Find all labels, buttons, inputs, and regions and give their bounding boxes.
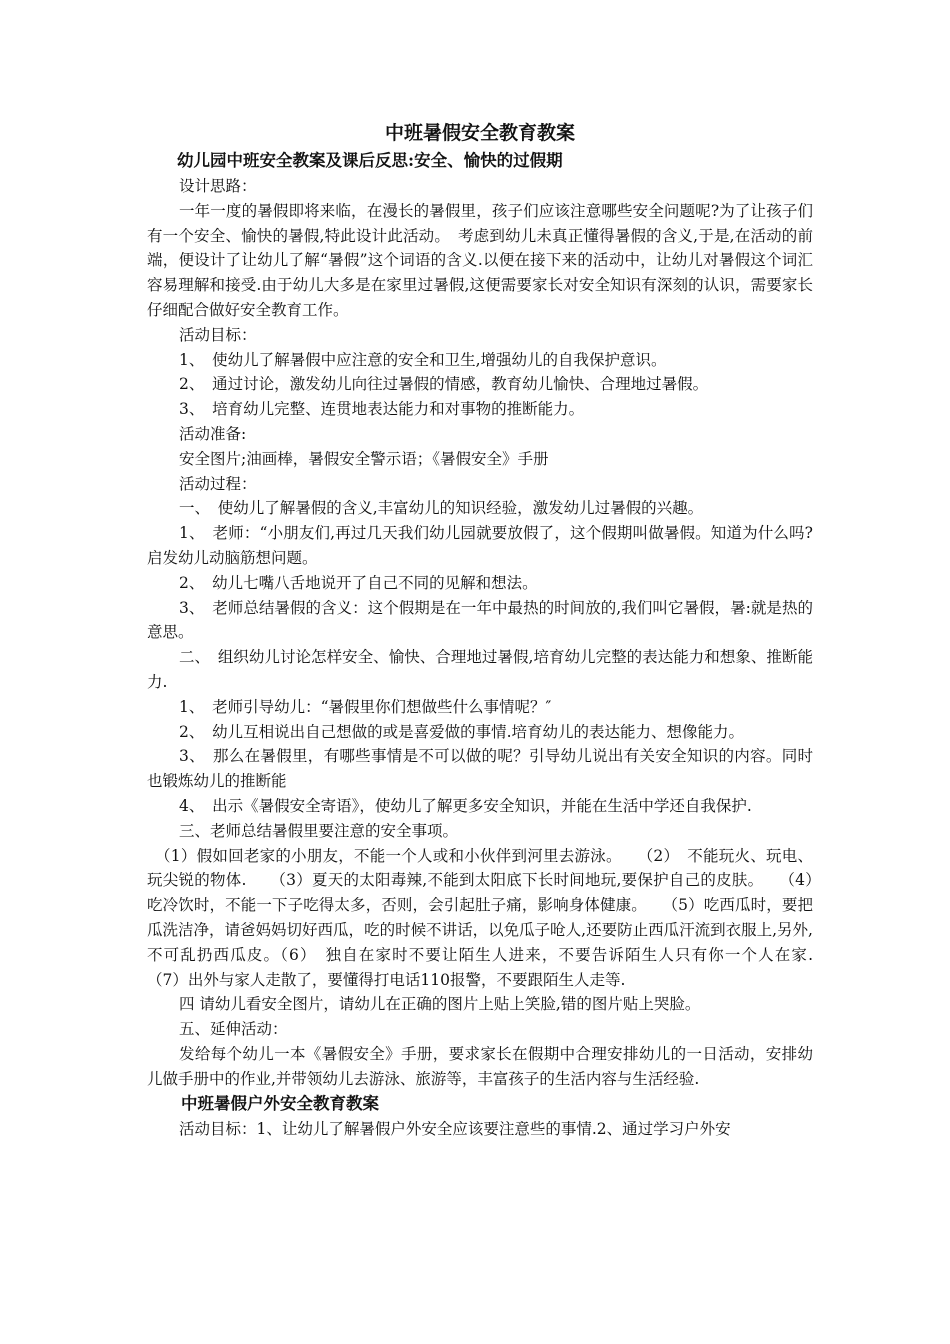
paragraph: 2、 幼儿互相说出自己想做的或是喜爱做的事情.培育幼儿的表达能力、想像能力。 <box>179 722 745 741</box>
document-title: 中班暑假安全教育教案 <box>384 122 575 144</box>
paragraph: 五、延伸活动： <box>179 1020 288 1039</box>
document-body <box>147 174 845 1091</box>
paragraph: 活动过程： <box>179 474 257 493</box>
paragraph: 一、 使幼儿了解暑假的含义,丰富幼儿的知识经验，激发幼儿过暑假的兴趣。 <box>179 499 704 518</box>
paragraph: 四 请幼儿看安全图片，请幼儿在正确的图片上贴上笑脸,错的图片贴上哭脸。 <box>179 995 701 1014</box>
section-heading-outdoor: 中班暑假户外安全教育教案 <box>181 1094 379 1114</box>
paragraph: 3、 老师总结暑假的含义：这个假期是在一年中最热的时间放的,我们叫它暑假，暑:就是热的意思。 <box>147 598 813 642</box>
paragraph: 2、 通过讨论，激发幼儿向往过暑假的情感，教育幼儿愉快、合理地过暑假。 <box>179 375 709 394</box>
paragraph: 2、 幼儿七嘴八舌地说开了自己不同的见解和想法。 <box>179 573 538 592</box>
paragraph: 设计思路： <box>179 177 257 195</box>
document-subtitle: 幼儿园中班安全教案及课后反思:安全、愉快的过假期 <box>177 151 563 170</box>
paragraph: 一年一度的暑假即将来临，在漫长的暑假里，孩子们应该注意哪些安全问题呢?为了让孩子们有一个安全、愉快的暑假,特此设计此活动。 考虑到幼儿未真正懂得暑假的含义,于是,在活动的前端，便设计了让幼儿了解“暑假”这个词语的含义.以便在接下来的活动中，让幼儿对暑假这个词汇容易理解和接受.由于幼儿大多是在家里过暑假,这便需要家长对安全知识有深刻的认识，需要家长仔细配合做好安全教育工作。 <box>147 201 813 319</box>
paragraph: 活动目标： <box>179 325 257 344</box>
paragraph: 1、 老师引导幼儿：“暑假里你们想做些什么事情呢？″ <box>179 697 552 716</box>
paragraph: 3、 那么在暑假里，有哪些事情是不可以做的呢？引导幼儿说出有关安全知识的内容。同时也锻炼幼儿的推断能 <box>147 747 813 791</box>
paragraph-last: 活动目标：1、让幼儿了解暑假户外安全应该要注意些的事情.2、通过学习户外安 <box>179 1120 731 1139</box>
paragraph: 1、 老师：“小朋友们,再过几天我们幼儿园就要放假了，这个假期叫做暑假。知道为什么吗?启发幼儿动脑筋想问题。 <box>147 524 813 567</box>
paragraph: 3、 培育幼儿完整、连贯地表达能力和对事物的推断能力。 <box>179 400 585 419</box>
paragraph: （1）假如回老家的小朋友，不能一个人或和小伙伴到河里去游泳。 （2） 不能玩火、玩电、玩尖锐的物体. （3）夏天的太阳毒辣,不能到太阳底下长时间地玩,要保护自己的皮肤。 （4） 吃冷饮时，不能一下子吃得太多，否则，会引起肚子痛，影响身体健康。 （5）吃西瓜时，要把瓜洗洁净，请爸妈妈切好西瓜，吃的时候不讲话，以免瓜子呛人,还要防止西瓜汗流到衣服上,另外,不可乱扔西瓜皮。（6） 独自在家时不要让陌生人进来，不要告诉陌生人只有你一个人在家. （7）出外与家人走散了，要懂得打电话110报警，不要跟陌生人走等. <box>147 846 845 989</box>
paragraph: 4、 出示《暑假安全寄语》，使幼儿了解更多安全知识，并能在生活中学还自我保护. <box>179 796 752 815</box>
document-page <box>147 118 845 1142</box>
paragraph: 发给每个幼儿一本《暑假安全》手册，要求家长在假期中合理安排幼儿的一日活动，安排幼儿做手册中的作业,并带领幼儿去游泳、旅游等，丰富孩子的生活内容与生活经验. <box>147 1044 813 1088</box>
paragraph: 1、 使幼儿了解暑假中应注意的安全和卫生,增强幼儿的自我保护意识。 <box>179 350 667 369</box>
paragraph: 活动准备: <box>179 424 247 443</box>
paragraph: 三、老师总结暑假里要注意的安全事项。 <box>179 821 459 840</box>
paragraph: 二、 组织幼儿讨论怎样安全、愉快、合理地过暑假,培育幼儿完整的表达能力和想象、推断能力. <box>147 648 813 691</box>
paragraph: 安全图片;油画棒，暑假安全警示语；《暑假安全》手册 <box>179 449 549 468</box>
